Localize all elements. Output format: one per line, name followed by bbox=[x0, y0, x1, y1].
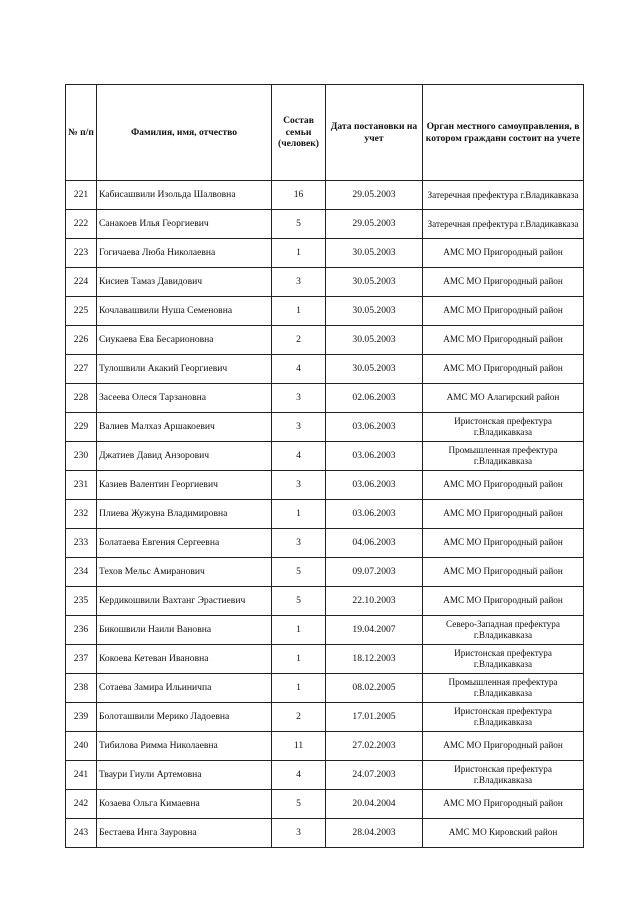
row-authority: Северо-Западная префектура г.Владикавказа bbox=[423, 616, 584, 645]
row-authority: АМС МО Алагирский район bbox=[423, 384, 584, 413]
row-authority: АМС МО Пригородный район bbox=[423, 732, 584, 761]
row-family-size: 3 bbox=[272, 268, 326, 297]
row-authority: АМС МО Пригородный район bbox=[423, 239, 584, 268]
row-full-name: Бестаева Инга Зауровна bbox=[97, 819, 272, 848]
header-name: Фамилия, имя, отчество bbox=[97, 85, 272, 181]
row-family-size: 1 bbox=[272, 500, 326, 529]
row-registration-date: 30.05.2003 bbox=[326, 297, 423, 326]
row-authority: Иристонская префектура г.Владикавказа bbox=[423, 703, 584, 732]
row-registration-date: 03.06.2003 bbox=[326, 500, 423, 529]
row-family-size: 11 bbox=[272, 732, 326, 761]
row-number: 224 bbox=[66, 268, 97, 297]
row-number: 235 bbox=[66, 587, 97, 616]
row-number: 236 bbox=[66, 616, 97, 645]
row-family-size: 1 bbox=[272, 674, 326, 703]
table-row bbox=[66, 297, 584, 326]
row-family-size: 16 bbox=[272, 181, 326, 210]
table-body bbox=[66, 181, 584, 848]
header-row bbox=[66, 85, 584, 181]
row-authority: Промышленная префектура г.Владикавказа bbox=[423, 442, 584, 471]
row-full-name: Джатиев Давид Анзорович bbox=[97, 442, 272, 471]
table-row bbox=[66, 703, 584, 732]
row-authority: Иристонская префектура г.Владикавказа bbox=[423, 645, 584, 674]
row-family-size: 2 bbox=[272, 326, 326, 355]
row-number: 237 bbox=[66, 645, 97, 674]
row-registration-date: 20.04.2004 bbox=[326, 790, 423, 819]
row-authority: Промышленная префектура г.Владикавказа bbox=[423, 674, 584, 703]
row-authority: АМС МО Пригородный район bbox=[423, 529, 584, 558]
row-number: 228 bbox=[66, 384, 97, 413]
row-registration-date: 28.04.2003 bbox=[326, 819, 423, 848]
row-family-size: 3 bbox=[272, 819, 326, 848]
row-full-name: Тибилова Римма Николаевна bbox=[97, 732, 272, 761]
registry-table bbox=[65, 84, 584, 848]
header-num: № п/п bbox=[66, 85, 97, 181]
row-number: 231 bbox=[66, 471, 97, 500]
row-full-name: Сиукаева Ева Бесарионовна bbox=[97, 326, 272, 355]
row-family-size: 1 bbox=[272, 616, 326, 645]
row-registration-date: 19.04.2007 bbox=[326, 616, 423, 645]
row-number: 232 bbox=[66, 500, 97, 529]
row-authority: АМС МО Пригородный район bbox=[423, 558, 584, 587]
row-registration-date: 29.05.2003 bbox=[326, 181, 423, 210]
row-registration-date: 22.10.2003 bbox=[326, 587, 423, 616]
table-row bbox=[66, 761, 584, 790]
table-header bbox=[66, 85, 584, 181]
table-row bbox=[66, 645, 584, 674]
row-number: 242 bbox=[66, 790, 97, 819]
row-full-name: Бикошвили Наили Вановна bbox=[97, 616, 272, 645]
row-registration-date: 24.07.2003 bbox=[326, 761, 423, 790]
row-family-size: 4 bbox=[272, 761, 326, 790]
row-number: 243 bbox=[66, 819, 97, 848]
row-family-size: 3 bbox=[272, 413, 326, 442]
row-registration-date: 09.07.2003 bbox=[326, 558, 423, 587]
row-authority: Иристонская префектура г.Владикавказа bbox=[423, 413, 584, 442]
row-full-name: Плиева Жужуна Владимировна bbox=[97, 500, 272, 529]
table-row bbox=[66, 355, 584, 384]
table-row bbox=[66, 239, 584, 268]
row-full-name: Засеева Олеся Тарзановна bbox=[97, 384, 272, 413]
row-full-name: Болатаева Евгения Сергеевна bbox=[97, 529, 272, 558]
row-registration-date: 03.06.2003 bbox=[326, 471, 423, 500]
row-number: 230 bbox=[66, 442, 97, 471]
row-registration-date: 30.05.2003 bbox=[326, 239, 423, 268]
table-row bbox=[66, 442, 584, 471]
table-row bbox=[66, 587, 584, 616]
table-row bbox=[66, 558, 584, 587]
table-row bbox=[66, 413, 584, 442]
row-family-size: 5 bbox=[272, 210, 326, 239]
row-authority: АМС МО Кировский район bbox=[423, 819, 584, 848]
table-row bbox=[66, 500, 584, 529]
row-number: 223 bbox=[66, 239, 97, 268]
table-row bbox=[66, 616, 584, 645]
row-number: 225 bbox=[66, 297, 97, 326]
row-registration-date: 29.05.2003 bbox=[326, 210, 423, 239]
row-registration-date: 02.06.2003 bbox=[326, 384, 423, 413]
table-row bbox=[66, 210, 584, 239]
row-number: 221 bbox=[66, 181, 97, 210]
row-full-name: Тулошвили Акакий Георгиевич bbox=[97, 355, 272, 384]
row-full-name: Козаева Ольга Кимаевна bbox=[97, 790, 272, 819]
table-row bbox=[66, 674, 584, 703]
row-family-size: 5 bbox=[272, 790, 326, 819]
row-full-name: Болоташвили Мерико Ладоевна bbox=[97, 703, 272, 732]
row-registration-date: 08.02.2005 bbox=[326, 674, 423, 703]
row-authority: АМС МО Пригородный район bbox=[423, 355, 584, 384]
row-registration-date: 30.05.2003 bbox=[326, 268, 423, 297]
row-number: 234 bbox=[66, 558, 97, 587]
row-registration-date: 30.05.2003 bbox=[326, 326, 423, 355]
row-number: 239 bbox=[66, 703, 97, 732]
row-full-name: Тваури Гиули Артемовна bbox=[97, 761, 272, 790]
header-date: Дата постановки на учет bbox=[326, 85, 423, 181]
table-row bbox=[66, 471, 584, 500]
row-full-name: Кисиев Тамаз Давидович bbox=[97, 268, 272, 297]
row-number: 238 bbox=[66, 674, 97, 703]
row-authority: АМС МО Пригородный район bbox=[423, 500, 584, 529]
row-number: 227 bbox=[66, 355, 97, 384]
row-family-size: 2 bbox=[272, 703, 326, 732]
row-family-size: 3 bbox=[272, 471, 326, 500]
row-number: 229 bbox=[66, 413, 97, 442]
row-family-size: 5 bbox=[272, 558, 326, 587]
row-authority: АМС МО Пригородный район bbox=[423, 790, 584, 819]
row-registration-date: 30.05.2003 bbox=[326, 355, 423, 384]
row-registration-date: 04.06.2003 bbox=[326, 529, 423, 558]
row-family-size: 4 bbox=[272, 442, 326, 471]
row-family-size: 1 bbox=[272, 297, 326, 326]
row-family-size: 3 bbox=[272, 529, 326, 558]
row-number: 240 bbox=[66, 732, 97, 761]
row-registration-date: 03.06.2003 bbox=[326, 413, 423, 442]
row-number: 222 bbox=[66, 210, 97, 239]
table-row bbox=[66, 326, 584, 355]
row-number: 233 bbox=[66, 529, 97, 558]
row-registration-date: 03.06.2003 bbox=[326, 442, 423, 471]
row-family-size: 3 bbox=[272, 384, 326, 413]
header-org: Орган местного самоуправления, в котором граждани состоит на учете bbox=[423, 85, 584, 181]
table-row bbox=[66, 384, 584, 413]
row-full-name: Техов Мельс Амиранович bbox=[97, 558, 272, 587]
row-authority: Затеречная префектура г.Владикавказа bbox=[423, 181, 584, 210]
row-registration-date: 27.02.2003 bbox=[326, 732, 423, 761]
row-full-name: Казиев Валентин Георгиевич bbox=[97, 471, 272, 500]
row-authority: Затеречная префектура г.Владикавказа bbox=[423, 210, 584, 239]
row-full-name: Кабисашвили Изольда Шалвовна bbox=[97, 181, 272, 210]
row-authority: АМС МО Пригородный район bbox=[423, 587, 584, 616]
table-row bbox=[66, 181, 584, 210]
row-family-size: 5 bbox=[272, 587, 326, 616]
row-number: 241 bbox=[66, 761, 97, 790]
row-full-name: Санакоев Илья Георгиевич bbox=[97, 210, 272, 239]
row-registration-date: 18.12.2003 bbox=[326, 645, 423, 674]
row-family-size: 1 bbox=[272, 645, 326, 674]
row-family-size: 4 bbox=[272, 355, 326, 384]
row-authority: АМС МО Пригородный район bbox=[423, 268, 584, 297]
row-full-name: Кочлавашвили Нуша Семеновна bbox=[97, 297, 272, 326]
header-family: Состав семьи (человек) bbox=[272, 85, 326, 181]
table-row bbox=[66, 268, 584, 297]
row-full-name: Кердикошвили Вахтанг Эрастиевич bbox=[97, 587, 272, 616]
row-authority: АМС МО Пригородный район bbox=[423, 471, 584, 500]
row-authority: АМС МО Пригородный район bbox=[423, 297, 584, 326]
row-authority: АМС МО Пригородный район bbox=[423, 326, 584, 355]
table-row bbox=[66, 819, 584, 848]
table-row bbox=[66, 732, 584, 761]
row-full-name: Сотаева Замира Ильиничпа bbox=[97, 674, 272, 703]
table-row bbox=[66, 529, 584, 558]
row-family-size: 1 bbox=[272, 239, 326, 268]
row-full-name: Гогичаева Люба Николаевна bbox=[97, 239, 272, 268]
row-full-name: Валиев Малхаз Аршакоевич bbox=[97, 413, 272, 442]
row-full-name: Кокоева Кетеван Ивановна bbox=[97, 645, 272, 674]
row-authority: Иристонская префектура г.Владикавказа bbox=[423, 761, 584, 790]
row-registration-date: 17.01.2005 bbox=[326, 703, 423, 732]
row-number: 226 bbox=[66, 326, 97, 355]
table-row bbox=[66, 790, 584, 819]
